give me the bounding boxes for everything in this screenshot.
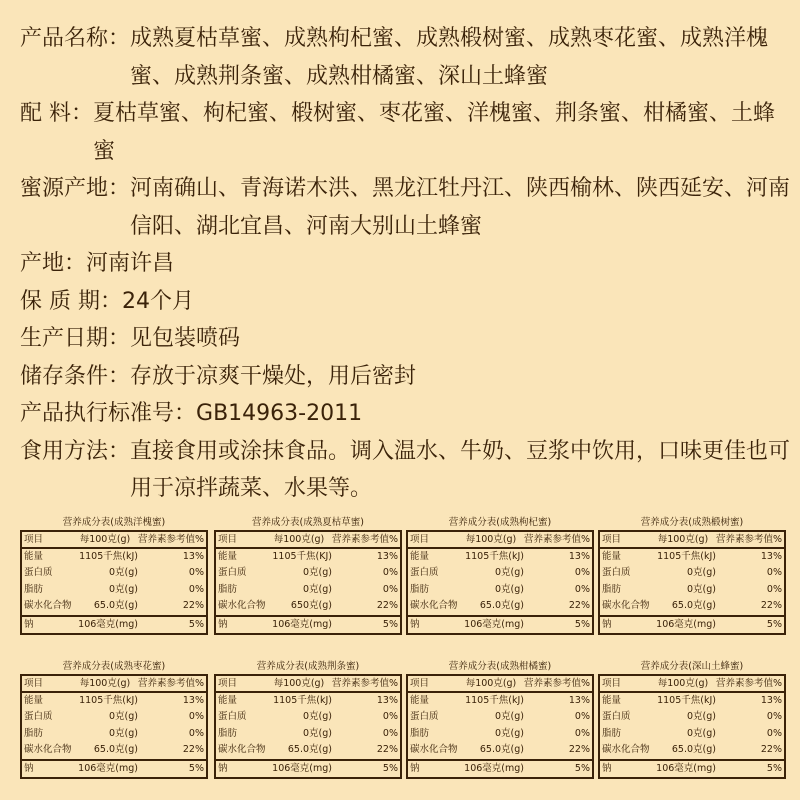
spec-row-ingredients	[20, 95, 795, 170]
header-cell: 项目	[602, 534, 622, 545]
nutrition-table-title: 营养成分表(成熟夏枯草蜜)	[252, 517, 364, 528]
table-cell: 22%	[568, 600, 590, 612]
table-cell: 5%	[382, 762, 398, 774]
table-cell: 钠	[602, 762, 612, 774]
table-cell: 脂肪	[602, 583, 622, 595]
spec-row-standard	[20, 395, 795, 433]
nutrition-table	[598, 660, 786, 779]
table-cell: 能量	[218, 551, 238, 562]
table-cell: 22%	[568, 744, 590, 756]
table-cell: 13%	[376, 695, 398, 706]
table-row	[22, 565, 206, 581]
table-row	[600, 615, 784, 633]
table-cell: 蛋白质	[218, 567, 247, 579]
spec-value: 24个月	[122, 288, 194, 314]
nutrition-table-frame	[20, 674, 208, 779]
table-cell: 5%	[766, 762, 782, 774]
table-cell: 13%	[182, 551, 204, 562]
table-cell: 22%	[760, 744, 782, 756]
table-row	[600, 759, 784, 777]
spec-row-shelf-life	[20, 283, 795, 321]
table-cell: 13%	[760, 551, 782, 562]
table-row	[408, 615, 592, 633]
table-cell: 碳水化合物	[602, 600, 650, 612]
table-cell: 1105千焦(kJ)	[79, 695, 138, 706]
table-row	[408, 726, 592, 742]
table-cell: 0克(g)	[303, 711, 332, 723]
table-cell: 蛋白质	[602, 711, 631, 723]
nutrition-table-header	[600, 676, 784, 693]
table-cell: 碳水化合物	[218, 600, 266, 612]
table-cell: 蛋白质	[24, 711, 53, 723]
nutrition-table-frame	[598, 530, 786, 635]
table-cell: 65.0克(g)	[671, 744, 716, 756]
table-cell: 0克(g)	[495, 567, 524, 579]
table-row	[600, 742, 784, 758]
table-cell: 0克(g)	[109, 711, 138, 723]
nutrition-table-header	[408, 676, 592, 693]
table-row	[22, 549, 206, 565]
table-cell: 22%	[182, 744, 204, 756]
nutrition-table-frame	[214, 674, 402, 779]
table-cell: 1105千焦(KJ)	[272, 551, 332, 562]
table-row	[216, 726, 400, 742]
nutrition-table-header	[600, 532, 784, 549]
spec-row-origin	[20, 170, 795, 245]
table-cell: 能量	[602, 551, 622, 562]
table-cell: 0%	[382, 567, 398, 579]
table-row	[216, 709, 400, 725]
table-row	[216, 565, 400, 581]
header-cell: 每100克(g)	[273, 678, 325, 689]
table-cell: 0克(g)	[687, 711, 716, 723]
table-row	[408, 598, 592, 614]
header-cell: 项目	[24, 678, 44, 689]
table-cell: 0%	[382, 711, 398, 723]
table-cell: 106毫克(mg)	[78, 618, 138, 630]
nutrition-table-title: 营养成分表(深山土蜂蜜)	[640, 661, 744, 672]
table-cell: 0克(g)	[687, 567, 716, 579]
spec-value: 直接食用或涂抹食品。调入温水、牛奶、豆浆中饮用，口味更佳也可用于凉拌蔬菜、水果等。	[130, 438, 791, 501]
spec-row-product-name	[20, 20, 795, 95]
nutrition-table-header	[22, 532, 206, 549]
table-cell: 0克(g)	[495, 583, 524, 595]
table-cell: 脂肪	[410, 727, 430, 739]
table-cell: 碳水化合物	[24, 744, 72, 756]
table-row	[216, 615, 400, 633]
table-cell: 碳水化合物	[410, 744, 458, 756]
table-cell: 65.0克(g)	[671, 600, 716, 612]
table-cell: 106毫克(mg)	[656, 762, 716, 774]
nutrition-table-title: 营养成分表(成熟洋槐蜜)	[62, 517, 166, 528]
table-row	[408, 693, 592, 709]
table-cell: 脂肪	[602, 727, 622, 739]
table-cell: 5%	[574, 618, 590, 630]
table-cell: 0克(g)	[303, 727, 332, 739]
nutrition-table-header	[408, 532, 592, 549]
nutrition-table-title: 营养成分表(成熟荆条蜜)	[256, 661, 360, 672]
table-cell: 5%	[382, 618, 398, 630]
table-cell: 0克(g)	[303, 583, 332, 595]
table-row	[22, 693, 206, 709]
table-cell: 钠	[218, 618, 228, 630]
table-row	[600, 565, 784, 581]
header-cell: 营养素参考值%	[137, 534, 204, 545]
table-cell: 0%	[574, 567, 590, 579]
table-row	[22, 742, 206, 758]
table-cell: 脂肪	[24, 583, 44, 595]
table-cell: 5%	[188, 762, 204, 774]
table-cell: 22%	[760, 600, 782, 612]
nutrition-table-frame	[406, 530, 594, 635]
table-row	[600, 549, 784, 565]
table-cell: 1105千焦(kJ)	[657, 695, 716, 706]
spec-value: 河南许昌	[86, 251, 175, 276]
table-cell: 5%	[188, 618, 204, 630]
table-row	[216, 759, 400, 777]
table-row	[408, 582, 592, 598]
table-cell: 0%	[766, 711, 782, 723]
header-cell: 营养素参考值%	[331, 534, 398, 545]
product-specs	[20, 20, 795, 508]
header-cell: 每100克(g)	[657, 678, 709, 689]
table-cell: 脂肪	[24, 727, 44, 739]
nutrition-table-frame	[406, 674, 594, 779]
nutrition-table	[406, 516, 594, 635]
nutrition-table	[214, 516, 402, 635]
table-cell: 0%	[766, 727, 782, 739]
table-row	[216, 693, 400, 709]
table-row	[600, 726, 784, 742]
spec-label: 蜜源产地：	[20, 176, 131, 201]
nutrition-table-title: 营养成分表(成熟枸杞蜜)	[448, 517, 552, 528]
nutrition-table	[20, 516, 208, 635]
table-cell: 13%	[376, 551, 398, 562]
table-row	[408, 549, 592, 565]
header-cell: 项目	[602, 678, 622, 689]
header-cell: 营养素参考值%	[715, 678, 782, 689]
table-row	[600, 693, 784, 709]
table-cell: 0%	[382, 583, 398, 595]
header-cell: 营养素参考值%	[523, 678, 590, 689]
nutrition-table-header	[216, 532, 400, 549]
table-cell: 能量	[410, 551, 430, 562]
nutrition-table-title: 营养成分表(成熟椴树蜜)	[640, 517, 744, 528]
table-row	[600, 582, 784, 598]
table-cell: 1105千焦(kJ)	[273, 695, 332, 706]
table-cell: 蛋白质	[410, 711, 439, 723]
table-row	[216, 549, 400, 565]
header-cell: 项目	[218, 534, 238, 545]
table-cell: 0克(g)	[109, 583, 138, 595]
spec-row-storage	[20, 358, 795, 396]
spec-value: 河南确山、青海诺木洪、黑龙江牡丹江、陕西榆林、陕西延安、河南信阳、湖北宜昌、河南大别山土蜂蜜	[130, 176, 791, 239]
header-cell: 每100克(g)	[465, 678, 517, 689]
table-cell: 65.0克(g)	[479, 744, 524, 756]
table-cell: 13%	[568, 551, 590, 562]
table-row	[22, 582, 206, 598]
table-cell: 0克(g)	[109, 727, 138, 739]
table-cell: 能量	[410, 695, 430, 706]
spec-label: 储存条件：	[20, 363, 131, 389]
table-cell: 106毫克(mg)	[464, 618, 524, 630]
table-row	[408, 759, 592, 777]
nutrition-table	[406, 660, 594, 779]
table-cell: 0%	[574, 727, 590, 739]
table-cell: 蛋白质	[24, 567, 53, 579]
table-cell: 钠	[410, 762, 420, 774]
table-row	[216, 582, 400, 598]
table-row	[22, 726, 206, 742]
nutrition-table-frame	[20, 530, 208, 635]
table-row	[600, 598, 784, 614]
spec-label: 产品名称：	[20, 26, 131, 51]
nutrition-table	[20, 660, 208, 779]
table-cell: 钠	[218, 762, 228, 774]
table-row	[22, 615, 206, 633]
header-cell: 每100克(g)	[79, 678, 131, 689]
table-cell: 13%	[760, 695, 782, 706]
nutrition-table-frame	[598, 674, 786, 779]
table-cell: 5%	[574, 762, 590, 774]
table-cell: 脂肪	[410, 583, 430, 595]
table-cell: 106毫克(mg)	[272, 618, 332, 630]
table-cell: 0%	[574, 583, 590, 595]
table-cell: 碳水化合物	[218, 744, 266, 756]
table-cell: 65.0克(g)	[287, 744, 332, 756]
table-cell: 钠	[24, 762, 34, 774]
table-cell: 0克(g)	[687, 727, 716, 739]
header-cell: 项目	[218, 678, 238, 689]
table-cell: 0%	[188, 583, 204, 595]
table-cell: 1105千焦(kJ)	[465, 695, 524, 706]
table-row	[22, 759, 206, 777]
table-cell: 能量	[24, 695, 44, 706]
table-row	[216, 742, 400, 758]
header-cell: 每100克(g)	[465, 534, 517, 545]
table-cell: 22%	[376, 744, 398, 756]
table-cell: 0%	[574, 711, 590, 723]
table-cell: 1105千焦(kJ)	[465, 551, 524, 562]
nutrition-table-header	[22, 676, 206, 693]
spec-row-production-date	[20, 320, 795, 358]
table-cell: 钠	[24, 618, 34, 630]
table-cell: 0克(g)	[109, 567, 138, 579]
spec-label: 保 质 期：	[20, 288, 122, 314]
table-cell: 能量	[24, 551, 44, 562]
table-cell: 0%	[188, 711, 204, 723]
table-cell: 1105千焦(kJ)	[79, 551, 138, 562]
spec-row-place-of-production	[20, 245, 795, 283]
table-cell: 65.0克(g)	[479, 600, 524, 612]
spec-label: 产品执行标准号：	[20, 401, 197, 426]
table-row	[408, 565, 592, 581]
table-cell: 蛋白质	[410, 567, 439, 579]
nutrition-table	[598, 516, 786, 635]
table-cell: 0%	[188, 567, 204, 579]
table-cell: 碳水化合物	[410, 600, 458, 612]
table-cell: 蛋白质	[218, 711, 247, 723]
header-cell: 项目	[410, 678, 430, 689]
header-cell: 营养素参考值%	[523, 534, 590, 545]
nutrition-table-title: 营养成分表(成熟柑橘蜜)	[448, 661, 552, 672]
nutrition-table-header	[216, 676, 400, 693]
table-cell: 13%	[182, 695, 204, 706]
table-cell: 蛋白质	[602, 567, 631, 579]
spec-value: GB14963-2011	[196, 401, 363, 426]
table-cell: 65.0克(g)	[93, 744, 138, 756]
table-cell: 106毫克(mg)	[78, 762, 138, 774]
spec-label: 生产日期：	[20, 326, 131, 351]
table-cell: 碳水化合物	[602, 744, 650, 756]
table-row	[216, 598, 400, 614]
table-row	[408, 709, 592, 725]
table-cell: 脂肪	[218, 583, 238, 595]
nutrition-table	[214, 660, 402, 779]
table-cell: 0克(g)	[303, 567, 332, 579]
spec-value: 夏枯草蜜、枸杞蜜、椴树蜜、枣花蜜、洋槐蜜、荆条蜜、柑橘蜜、土蜂蜜	[93, 101, 776, 164]
header-cell: 每100克(g)	[657, 534, 709, 545]
table-cell: 650克(g)	[290, 600, 332, 612]
table-cell: 0克(g)	[495, 727, 524, 739]
table-cell: 0克(g)	[495, 711, 524, 723]
table-cell: 0%	[766, 567, 782, 579]
header-cell: 营养素参考值%	[331, 678, 398, 689]
spec-label: 食用方法：	[20, 438, 131, 464]
header-cell: 每100克(g)	[79, 534, 131, 545]
header-cell: 项目	[410, 534, 430, 545]
table-cell: 106毫克(mg)	[656, 618, 716, 630]
nutrition-table-frame	[214, 530, 402, 635]
table-cell: 碳水化合物	[24, 600, 72, 612]
table-row	[600, 709, 784, 725]
spec-label: 配 料：	[20, 101, 93, 126]
table-cell: 22%	[376, 600, 398, 612]
table-cell: 脂肪	[218, 727, 238, 739]
table-cell: 0克(g)	[687, 583, 716, 595]
spec-label: 产地：	[20, 251, 87, 276]
table-cell: 106毫克(mg)	[272, 762, 332, 774]
table-cell: 5%	[766, 618, 782, 630]
header-cell: 项目	[24, 534, 44, 545]
table-cell: 钠	[410, 618, 420, 630]
spec-row-usage	[20, 433, 795, 508]
table-cell: 22%	[182, 600, 204, 612]
nutrition-table-title: 营养成分表(成熟枣花蜜)	[62, 661, 166, 672]
table-cell: 能量	[602, 695, 622, 706]
table-cell: 0%	[188, 727, 204, 739]
header-cell: 营养素参考值%	[715, 534, 782, 545]
table-cell: 0%	[382, 727, 398, 739]
table-cell: 能量	[218, 695, 238, 706]
table-row	[22, 598, 206, 614]
spec-value: 成熟夏枯草蜜、成熟枸杞蜜、成熟椴树蜜、成熟枣花蜜、成熟洋槐蜜、成熟荆条蜜、成熟柑橘蜜、深山土蜂蜜	[130, 26, 769, 89]
table-cell: 钠	[602, 618, 612, 630]
header-cell: 营养素参考值%	[137, 678, 204, 689]
table-cell: 65.0克(g)	[93, 600, 138, 612]
table-row	[408, 742, 592, 758]
table-cell: 1105千焦(kJ)	[657, 551, 716, 562]
header-cell: 每100克(g)	[273, 534, 325, 545]
table-cell: 106毫克(mg)	[464, 762, 524, 774]
spec-value: 见包装喷码	[130, 326, 241, 351]
table-cell: 0%	[766, 583, 782, 595]
spec-value: 存放于凉爽干燥处，用后密封	[130, 363, 417, 389]
table-row	[22, 709, 206, 725]
table-cell: 13%	[568, 695, 590, 706]
